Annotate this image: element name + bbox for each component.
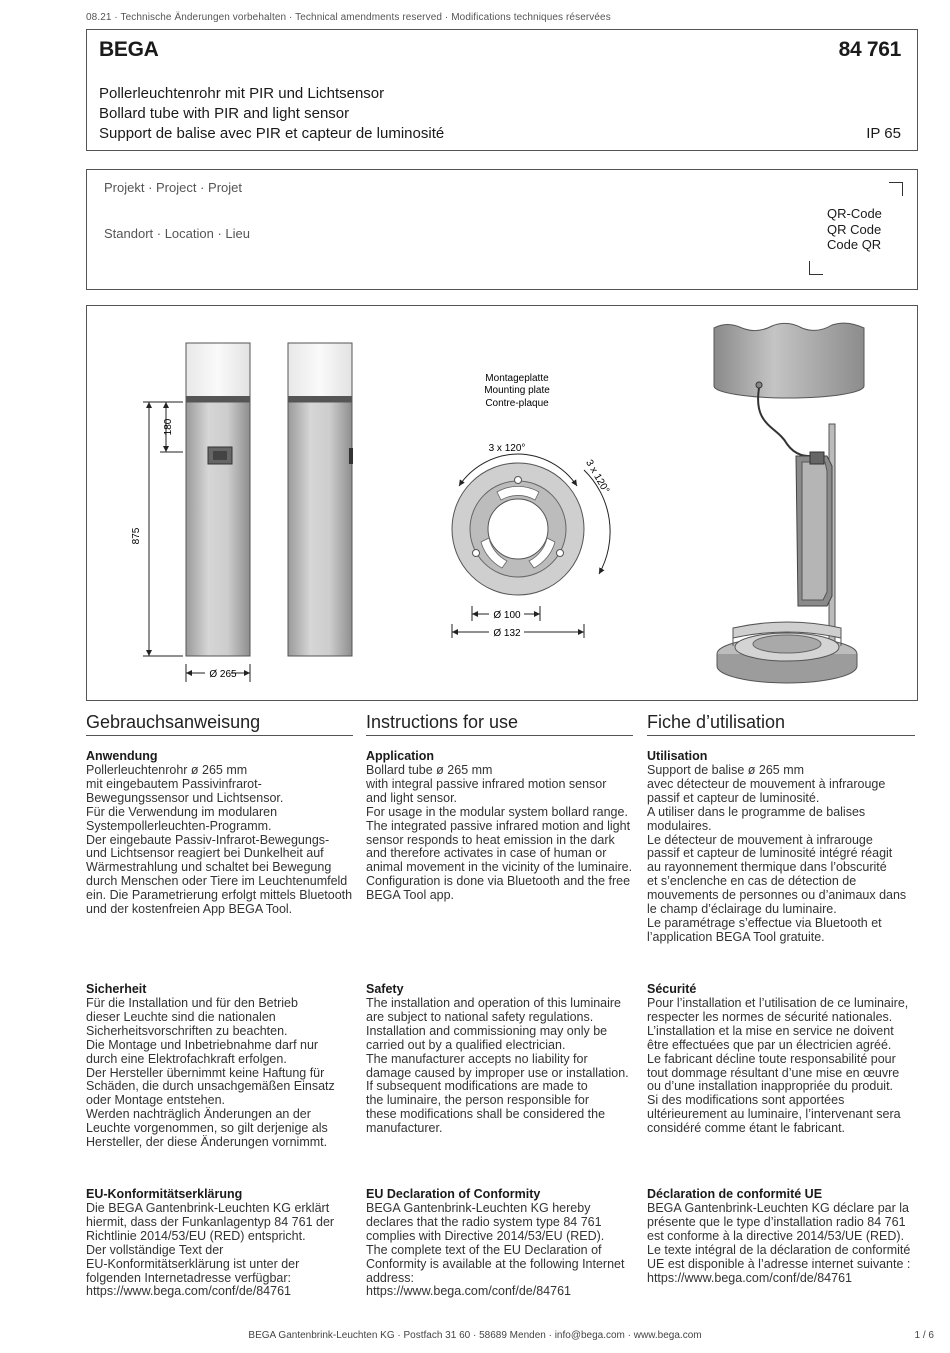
- section-text-fr-2: Pour l’installation et l’utilisation de ce luminaire, respecter les normes de sécurité nationales. L’installation et la mise en service ne doivent être effectuées que par un électricien agréé. Le fabricant décline toute responsabilité pour tout dommage résultant d’une mise en œuvre ou d’une installation inappropriée du produit. Si des modifications sont apportées ultérieurement au luminaire, l’intervenant sera considéré comme étant le fabricant.: [647, 996, 909, 1136]
- project-label: Projekt · Project · Projet: [104, 180, 242, 195]
- header-box: [86, 29, 918, 151]
- section-text-en-1: Bollard tube ø 265 mm with integral passive infrared motion sensor and light sensor. For usage in the modular system bollard range. The integrated passive infrared motion and light sensor responds to heat emission in the dark and therefore activates in case of human or animal movement in the vicinity of the luminaire. Configuration is done via Bluetooth and the free BEGA Tool app.: [366, 763, 633, 903]
- qr-code-label: [827, 206, 882, 253]
- location-label: Standort · Location · Lieu: [104, 226, 250, 241]
- section-title-fr-2: Sécurité: [647, 982, 697, 996]
- bollard-side-view: [288, 343, 353, 656]
- qr-label-en: QR Code: [827, 221, 882, 237]
- qr-label-de: QR-Code: [827, 206, 882, 221]
- section-title-en-3: EU Declaration of Conformity: [366, 1187, 541, 1201]
- title-fr: Support de balise avec PIR et capteur de luminosité: [99, 125, 445, 142]
- title-en: Bollard tube with PIR and light sensor: [99, 105, 350, 122]
- angle-label-2: 3 x 120°: [583, 458, 612, 496]
- technical-drawing: [87, 306, 917, 700]
- footer-address: BEGA Gantenbrink-Leuchten KG · Postfach 31 60 · 58689 Menden · info@bega.com · www.bega.com: [248, 1330, 702, 1341]
- section-text-fr-3: BEGA Gantenbrink-Leuchten KG déclare par la présente que le type d’installation radio 84 761 est conforme à la directive 2014/53/UE (RED). Le texte intégral de la déclaration de conformité UE est disponible à l’adresse internet suivante : https://www.bega.com/conf/de/84761: [647, 1201, 911, 1285]
- plate-label-de: Montageplatte: [485, 373, 549, 384]
- dim-180: 180: [163, 418, 174, 436]
- column-rule-fr: [647, 735, 915, 736]
- qr-corner-bottom: [809, 261, 823, 275]
- title-de: Pollerleuchtenrohr mit PIR und Lichtsensor: [99, 85, 385, 102]
- column-heading-de: Gebrauchsanweisung: [86, 712, 261, 732]
- section-title-de-2: Sicherheit: [86, 982, 147, 996]
- dim-132: Ø 132: [493, 628, 521, 639]
- project-box: [86, 169, 918, 290]
- mounting-plate: [452, 463, 584, 595]
- section-text-en-2: The installation and operation of this luminaire are subject to national safety regulations. Installation and commissioning may only be carried out by a qualified electrician. The manufacturer accepts no liability for damage caused by improper use or installation. If subsequent modifications are made to the luminaire, the person responsible for these modifications shall be considered the manufacturer.: [366, 996, 629, 1136]
- article-number: 84 761: [838, 38, 901, 61]
- section-text-de-2: Für die Installation und für den Betrieb dieser Leuchte sind die nationalen Sicherheitsvorschriften zu beachten. Die Montage und Inbetriebnahme darf nur durch eine Elektrofachkraft erfolgen. Der Hersteller übernimmt keine Haftung für Schäden, die durch unsachgemäßen Einsatz oder Montage entstehen. Werden nachträglich Änderungen an der Leuchte vorgenommen, so gilt derjenige als Hersteller, der diese Änderungen vornimmt.: [86, 996, 335, 1150]
- section-title-de-3: EU-Konformitätserklärung: [86, 1187, 243, 1201]
- pir-sensor-icon: [208, 447, 232, 464]
- drawing-box: [86, 305, 918, 701]
- angle-label-1: 3 x 120°: [488, 443, 526, 454]
- ip-rating: IP 65: [866, 125, 901, 142]
- qr-corner-top: [889, 182, 903, 196]
- qr-label-fr: Code QR: [827, 237, 882, 252]
- section-title-fr-1: Utilisation: [647, 749, 708, 763]
- plate-label-en: Mounting plate: [484, 385, 550, 396]
- section-title-de-1: Anwendung: [86, 749, 158, 763]
- dim-875: 875: [131, 527, 142, 545]
- bollard-front-view: [186, 343, 250, 656]
- section-title-en-1: Application: [366, 749, 435, 763]
- section-text-fr-1: Support de balise ø 265 mm avec détecteur de mouvement à infrarouge passif et capteur de luminosité. A utiliser dans le programme de balises modulaires. Le détecteur de mouvement à infrarouge passif et capteur de luminosité intégré réagit au rayonnement thermique dans l’obscurité et s’enclenche en cas de détection de mouvements de personnes ou d’animaux dans le champ d’éclairage du luminaire. Le paramétrage s’effectue via Bluetooth et l’application BEGA Tool gratuite.: [647, 763, 907, 944]
- section-text-de-1: Pollerleuchtenrohr ø 265 mm mit eingebautem Passivinfrarot- Bewegungssensor und Lichtsensor. Für die Verwendung im modularen Systempollerleuchten-Programm. Der eingebaute Passiv-Infrarot-Bewegungs- und Lichtsensor reagiert bei Dunkelheit auf Wärmestrahlung und schaltet bei Bewegung durch Menschen oder Tiere im Leuchtenumfeld ein. Die Parametrierung erfolgt mittels Bluetooth und der kostenfreien App BEGA Tool.: [86, 763, 353, 917]
- section-text-en-3: BEGA Gantenbrink-Leuchten KG hereby declares that the radio system type 84 761 complies with Directive 2014/53/EU (RED). The complete text of the EU Declaration of Conformity is available at the following Internet address: https://www.bega.com/conf/de/84761: [366, 1201, 625, 1299]
- dim-100: Ø 100: [493, 610, 521, 621]
- brand-name: BEGA: [99, 38, 159, 61]
- revision-note: 08.21 · Technische Änderungen vorbehalten · Technical amendments reserved · Modifications techniques réservées: [86, 12, 611, 23]
- section-title-en-2: Safety: [366, 982, 404, 996]
- section-text-de-3: Die BEGA Gantenbrink-Leuchten KG erklärt hiermit, dass der Funkanlagentyp 84 761 der Richtlinie 2014/53/EU (RED) entspricht. Der vollständige Text der EU-Konformitätserklärung ist unter der folgenden Internetadresse verfügbar: https://www.bega.com/conf/de/84761: [86, 1201, 335, 1299]
- page-number: 1 / 6: [914, 1330, 934, 1341]
- section-title-fr-3: Déclaration de conformité UE: [647, 1187, 823, 1201]
- dim-265: Ø 265: [209, 669, 237, 680]
- column-rule-en: [366, 735, 633, 736]
- plate-label-fr: Contre-plaque: [485, 398, 549, 409]
- column-heading-fr: Fiche d’utilisation: [647, 712, 786, 732]
- column-rule-de: [86, 735, 353, 736]
- assembly-exploded-view: [714, 323, 864, 683]
- column-heading-en: Instructions for use: [366, 712, 519, 732]
